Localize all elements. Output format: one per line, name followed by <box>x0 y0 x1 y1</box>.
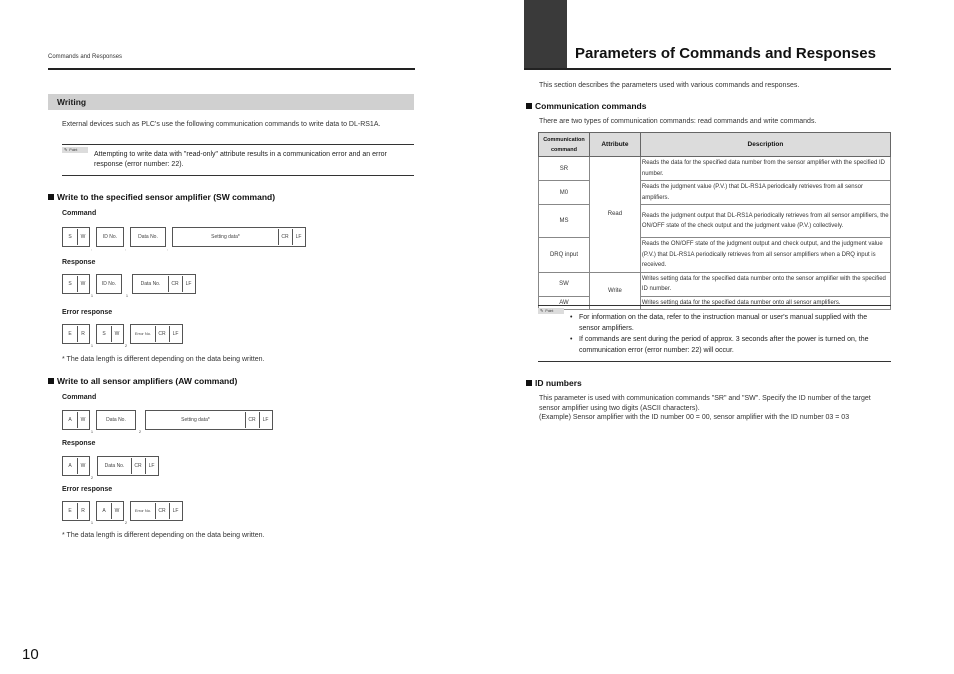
cell-description: Reads the judgment value (P.V.) that DL-RS1A periodically retrieves from all sensor amplifiers. <box>640 181 890 205</box>
frame-cell: E <box>62 501 77 521</box>
frame-cell: W <box>111 501 124 521</box>
pencil-icon: ✎ <box>540 308 544 313</box>
frame-cell: CR <box>278 227 292 247</box>
frame-divider <box>155 326 156 342</box>
point-list <box>570 312 890 356</box>
frame-cell: Error No. <box>130 324 155 344</box>
frame-divider <box>77 326 78 342</box>
sw-command-label: Command <box>62 210 97 217</box>
frame-tick: 1 <box>126 294 128 298</box>
cell-description: Writes setting data for the specified data number onto all sensor amplifiers. <box>640 296 890 310</box>
frame-cell: ID No. <box>96 274 122 294</box>
frame-divider <box>182 276 183 292</box>
id-example: (Example) Sensor amplifier with the ID number 00 = 00, sensor amplifier with the ID number 03 = 03 <box>539 414 850 421</box>
frame-cell: LF <box>169 501 183 521</box>
frame-divider <box>77 229 78 245</box>
aw-heading <box>48 376 237 386</box>
aw-response-frame <box>62 456 159 480</box>
frame-cell: CR <box>168 274 182 294</box>
frame-cell: W <box>77 456 90 476</box>
frame-cell: S <box>62 227 77 247</box>
square-bullet-icon <box>526 380 532 386</box>
frame-divider <box>131 458 132 474</box>
frame-tick: , <box>91 247 92 251</box>
cell-attribute-read: Read <box>589 157 640 273</box>
pencil-icon: ✎ <box>64 147 68 152</box>
frame-cell: A <box>62 410 77 430</box>
frame-tick: 1 <box>91 344 93 348</box>
cell-description: Reads the ON/OFF state of the judgment output and check output, and the judgment value (P.V.) that DL-RS1A periodically retrieves from all sensor amplifiers when a DRQ input is received. <box>640 238 890 273</box>
frame-cell: S <box>96 324 111 344</box>
right-intro: This section describes the parameters used with various commands and responses. <box>539 82 800 89</box>
frame-divider <box>77 276 78 292</box>
frame-divider <box>168 276 169 292</box>
frame-divider <box>111 503 112 519</box>
table-row <box>539 157 891 181</box>
frame-cell: ID No. <box>96 227 124 247</box>
running-header: Commands and Responses <box>48 54 123 60</box>
frame-cell: E <box>62 324 77 344</box>
cell-attribute-write: Write <box>589 272 640 310</box>
aw-response-label: Response <box>62 440 96 447</box>
frame-divider <box>145 458 146 474</box>
frame-divider <box>278 229 279 245</box>
frame-divider <box>77 412 78 428</box>
sw-heading-text: Write to the specified sensor amplifier (SW command) <box>57 192 276 202</box>
header-description: Description <box>640 133 890 157</box>
frame-divider <box>77 458 78 474</box>
frame-tick: 2 <box>139 430 141 434</box>
page-number: 10 <box>22 646 39 663</box>
page-title: Parameters of Commands and Responses <box>575 45 876 62</box>
square-bullet-icon <box>48 378 54 384</box>
frame-tick: 1 <box>91 521 93 525</box>
frame-tick: 1 <box>91 430 93 434</box>
frame-divider <box>169 503 170 519</box>
aw-error-label: Error response <box>62 486 113 493</box>
header-rule <box>48 68 415 70</box>
point-tag <box>62 147 88 153</box>
frame-cell: Data No. <box>96 410 136 430</box>
cell-description: Reads the judgment output that DL-RS1A periodically retrieves from all sensor amplifiers, the ON/OFF state of the check output and the judgment value (P.V.) collectively. <box>640 205 890 238</box>
frame-cell: CR <box>245 410 259 430</box>
writing-intro: External devices such as PLC's use the following communication commands to write data to DL-RS1A. <box>62 121 381 128</box>
table-header-row <box>539 133 891 157</box>
header-attribute: Attribute <box>589 133 640 157</box>
sw-heading <box>48 192 275 202</box>
point-note <box>538 305 891 362</box>
comm-heading-text: Communication commands <box>535 101 647 111</box>
point-tag <box>538 308 564 314</box>
aw-error-frame <box>62 501 183 525</box>
frame-cell: LF <box>145 456 159 476</box>
point-item: • If commands are sent during the period of approx. 3 seconds after the power is turned on, the communication error (error number: 22) will occur. <box>570 334 890 356</box>
frame-cell: W <box>77 274 90 294</box>
frame-tick: , <box>125 247 126 251</box>
cell-command: SW <box>539 272 590 296</box>
square-bullet-icon <box>48 194 54 200</box>
frame-cell: LF <box>259 410 273 430</box>
frame-cell: LF <box>169 324 183 344</box>
sw-response-label: Response <box>62 259 96 266</box>
frame-cell: Data No. <box>130 227 166 247</box>
commands-table <box>538 132 891 310</box>
frame-cell: CR <box>155 324 169 344</box>
frame-divider <box>245 412 246 428</box>
frame-divider <box>259 412 260 428</box>
frame-cell: Data No. <box>97 456 131 476</box>
chapter-tab <box>524 0 567 69</box>
frame-cell: Error No. <box>130 501 155 521</box>
frame-cell: CR <box>155 501 169 521</box>
sw-footnote: * The data length is different depending on the data being written. <box>62 356 265 363</box>
frame-tick: 2 <box>125 344 127 348</box>
frame-cell: R <box>77 501 90 521</box>
frame-cell: S <box>62 274 77 294</box>
frame-cell: W <box>111 324 124 344</box>
cell-command: AW <box>539 296 590 310</box>
point-note <box>62 144 414 176</box>
square-bullet-icon <box>526 103 532 109</box>
point-tag-label: Point <box>545 309 554 313</box>
frame-cell: CR <box>131 456 145 476</box>
table-row <box>539 272 891 296</box>
comm-text: There are two types of communication commands: read commands and write commands. <box>539 118 817 125</box>
aw-command-frame <box>62 410 273 434</box>
frame-divider <box>292 229 293 245</box>
frame-cell: Setting data* <box>145 410 245 430</box>
aw-footnote: * The data length is different depending on the data being written. <box>62 532 265 539</box>
cell-command: MS <box>539 205 590 238</box>
comm-heading <box>526 101 646 111</box>
frame-divider <box>77 503 78 519</box>
cell-command: SR <box>539 157 590 181</box>
sw-error-label: Error response <box>62 309 113 316</box>
frame-cell: R <box>77 324 90 344</box>
id-heading-text: ID numbers <box>535 378 582 388</box>
frame-cell: LF <box>292 227 306 247</box>
frame-cell: W <box>77 227 90 247</box>
frame-divider <box>155 503 156 519</box>
header-command: Communication command <box>539 133 590 157</box>
title-rule <box>524 68 891 70</box>
sw-command-frame <box>62 227 306 251</box>
frame-tick: 2 <box>91 476 93 480</box>
frame-cell: Data No. <box>132 274 168 294</box>
id-text: This parameter is used with communication commands "SR" and "SW". Specify the ID number of the target sensor amplifier using two digits (ASCII characters). <box>539 395 871 412</box>
frame-tick: , <box>167 247 168 251</box>
point-item: • For information on the data, refer to the instruction manual or user's manual supplied with the sensor amplifiers. <box>570 312 890 334</box>
frame-cell: W <box>77 410 90 430</box>
frame-tick: 2 <box>125 521 127 525</box>
frame-cell: LF <box>182 274 196 294</box>
frame-divider <box>169 326 170 342</box>
cell-command: M0 <box>539 181 590 205</box>
cell-command: DRQ input <box>539 238 590 273</box>
frame-cell: A <box>62 456 77 476</box>
point-tag-label: Point <box>69 148 78 152</box>
section-title: Writing <box>57 97 87 107</box>
id-heading <box>526 378 582 388</box>
cell-description: Writes setting data for the specified data number onto the sensor amplifier with the specified ID number. <box>640 272 890 296</box>
frame-cell: Setting data* <box>172 227 278 247</box>
section-bar-writing <box>48 94 414 110</box>
frame-cell: A <box>96 501 111 521</box>
sw-error-frame <box>62 324 183 348</box>
frame-tick: 1 <box>91 294 93 298</box>
frame-divider <box>111 326 112 342</box>
sw-response-frame <box>62 274 196 298</box>
point-text: Attempting to write data with "read-only" attribute results in a communication error and an error response (error number: 22). <box>94 151 387 168</box>
aw-heading-text: Write to all sensor amplifiers (AW command) <box>57 376 238 386</box>
cell-description: Reads the data for the specified data number from the sensor amplifier with the specified ID number. <box>640 157 890 181</box>
aw-command-label: Command <box>62 394 97 401</box>
